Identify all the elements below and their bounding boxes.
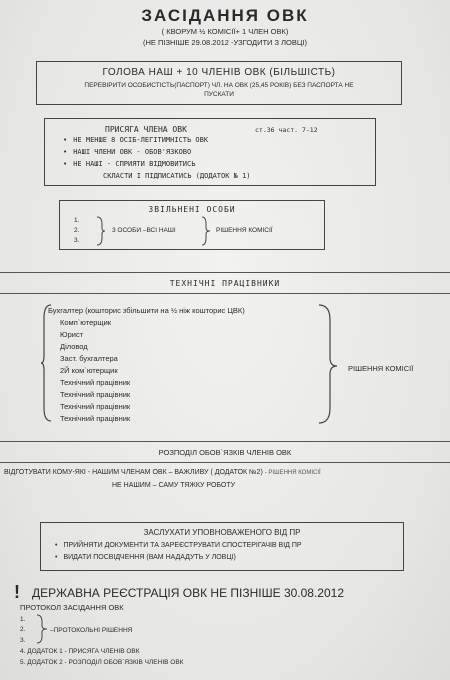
tech-item-6: 2Й ком`ютерщик [60,366,118,375]
oath-box [44,118,376,186]
authorized-item-2: • ВИДАТИ ПОСВІДЧЕННЯ (ВАМ НАДАДУТЬ У ЛОВЦІ) [55,554,236,561]
oath-item-3: • НЕ НАШІ - СПРИЯТИ ВІДМОВИТИСЬ [63,160,195,168]
head-box [36,61,402,105]
dismissed-brace-left [96,216,106,246]
appendix-2: 5. ДОДАТОК 2 - РОЗПОДІЛ ОБОВ`ЯЗКІВ ЧЛЕНІВ ОВК [20,659,184,666]
authorized-box [40,522,404,571]
oath-item-2: • НАШІ ЧЛЕНИ ОВК - ОБОВ'ЯЗКОВО [63,148,191,156]
head-box-title: ГОЛОВА НАШ + 10 ЧЛЕНІВ ОВК (БІЛЬШІСТЬ) [102,67,336,78]
divider-1 [0,272,450,273]
tech-item-5: Заст. бухгалтера [60,354,118,363]
oath-extra: СКЛАСТИ І ПІДПИСАТИСЬ (ДОДАТОК № 1) [103,172,251,180]
protocol-num-1: 1. [20,616,26,623]
dismissed-num-3: 3. [74,237,80,244]
oath-item-1: • НЕ МЕНШЕ 8 ОСІБ-ЛЕГІТИМНІСТЬ ОВК [63,136,208,144]
tech-brace-right [318,304,338,424]
tech-item-2: Комп`ютерщик [60,318,112,327]
dismissed-title: ЗВІЛЬНЕНІ ОСОБИ [148,205,236,214]
tech-item-9: Технічний працівник [60,402,131,411]
oath-title: ПРИСЯГА ЧЛЕНА ОВК [105,125,187,134]
registration-title: ДЕРЖАВНА РЕЄСТРАЦІЯ ОВК НЕ ПІЗНІШЕ 30.08.2012 [32,586,345,600]
divider-4 [0,462,450,463]
duties-line-1 [4,469,321,476]
dismissed-num-2: 2. [74,227,80,234]
protocol-brace [36,614,48,644]
tech-item-1: Бухгалтер (кошторис збільшити на ½ ніж кошторис ЦВК) [48,306,245,315]
protocol-title: ПРОТОКОЛ ЗАСІДАННЯ ОВК [20,603,124,612]
dismissed-box [59,200,325,250]
dismissed-middle: 3 ОСОБИ –ВСІ НАШІ [112,227,176,234]
divider-3 [0,441,450,442]
exclamation-mark: ! [14,582,20,602]
tech-item-3: Юрист [60,330,84,339]
tech-item-4: Діловод [60,342,88,351]
page-title: ЗАСІДАННЯ ОВК [141,6,309,25]
duties-title: РОЗПОДІЛ ОБОВ`ЯЗКІВ ЧЛЕНІВ ОВК [158,448,292,457]
dismissed-num-1: 1. [74,217,80,224]
protocol-num-3: 3. [20,637,26,644]
tech-brace-left [40,304,52,422]
quorum-note: ( КВОРУМ ½ КОМІСІЇ+ 1 ЧЛЕН ОВК) [161,27,289,36]
protocol-decisions: –ПРОТОКОЛЬНІ РІШЕННЯ [50,627,133,634]
divider-2 [0,293,450,294]
head-box-note-2: ПУСКАТИ [204,91,234,98]
authorized-item-1: • ПРИЙНЯТИ ДОКУМЕНТИ ТА ЗАРЕЄСТРУВАТИ СПОСТЕРІГАЧІВ ВІД ПР [55,542,302,549]
duties-line-1b: - РІШЕННЯ КОМІСІЇ [264,470,321,476]
tech-item-7: Технічний працівник [60,378,131,387]
protocol-num-2: 2. [20,626,26,633]
duties-line-1a: ВІДГОТУВАТИ КОМУ-ЯКІ - НАШИМ ЧЛЕНАМ ОВК – ВАЖЛИВУ ( ДОДАТОК №2) [4,469,263,476]
deadline-note: (НЕ ПІЗНІШЕ 29.08.2012 -УЗГОДИТИ З ЛОВЦІ) [142,38,308,47]
authorized-title: ЗАСЛУХАТИ УПОВНОВАЖЕНОГО ВІД ПР [143,528,301,537]
dismissed-decision: РІШЕННЯ КОМІСІЇ [216,227,273,234]
appendix-1: 4. ДОДАТОК 1 - ПРИСЯГА ЧЛЕНІВ ОВК [20,648,140,655]
head-box-note-1: ПЕРЕВІРИТИ ОСОБИСТІСТЬ(ПАСПОРТ) ЧЛ. НА ОВК (25,45 РОКІВ) БЕЗ ПАСПОРТА НЕ [84,82,354,89]
tech-item-8: Технічний працівник [60,390,131,399]
oath-ref: ст.36 част. 7-12 [255,126,318,134]
tech-item-10: Технічний працівник [60,414,131,423]
duties-line-2: НЕ НАШИМ – САМУ ТЯЖКУ РОБОТУ [112,482,236,489]
tech-decision: РІШЕННЯ КОМІСІЇ [348,364,414,373]
dismissed-brace-right [201,216,211,246]
tech-title: ТЕХНІЧНІ ПРАЦІВНИКИ [169,279,281,288]
